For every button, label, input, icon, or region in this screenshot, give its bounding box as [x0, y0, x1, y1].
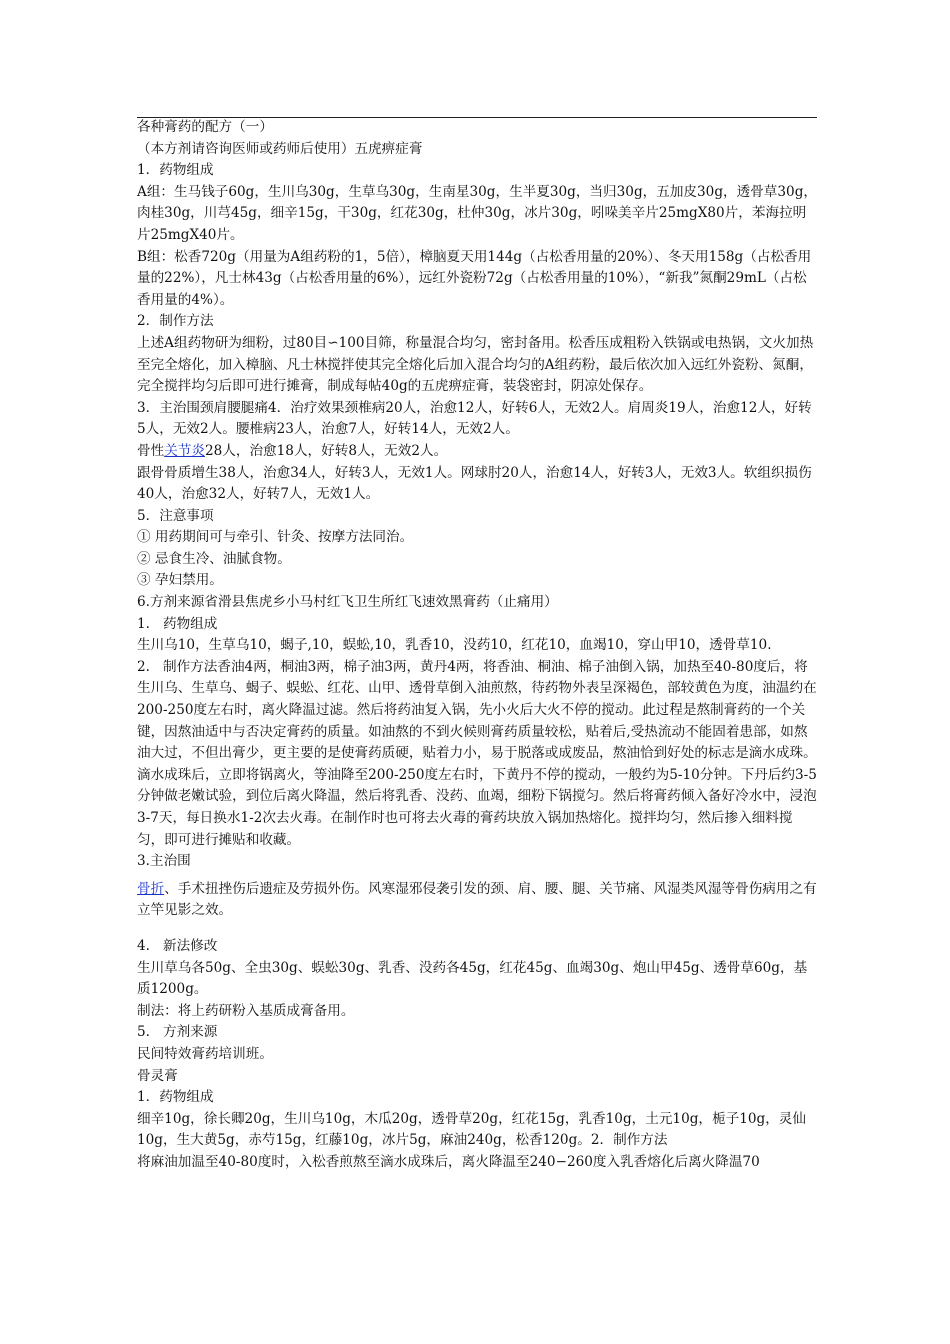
- section-heading: 2．制作方法: [137, 313, 214, 330]
- section-heading: 3.主治围: [137, 853, 191, 870]
- arthritis-link[interactable]: 关节炎: [164, 442, 205, 459]
- method-paragraph: 上述A组药物研为细粉，过80目∽100目筛，称量混合均匀，密封备用。松香压成粗粉入铁锅或电热锅，文火加热至完全熔化，加入樟脑、凡士林搅拌使其完全熔化后加入混合均匀的A组药粉，最后依次加入远红外瓷粉、氮酮，完全搅拌均匀后即可进行摊膏，制成每帖40g的五虎痹症膏，装袋密封，阴凉处保存。: [137, 334, 814, 395]
- numbered-heading: 4. 新法修改: [137, 937, 218, 954]
- fracture-paragraph: 骨折、手术扭挫伤后遗症及劳损外伤。风寒湿邪侵袭引发的颈、肩、腰、腿、关节痛、风湿类风湿等骨伤病用之有立竿见影之效。: [137, 880, 817, 919]
- source-line: 民间特效膏药培训班。: [137, 1045, 273, 1062]
- recipe-title: 骨灵膏: [137, 1067, 178, 1084]
- section-heading: 1．药物组成: [137, 1089, 214, 1106]
- document-body: [137, 117, 817, 1174]
- section-heading: 5．注意事项: [137, 507, 214, 524]
- group-a-paragraph: A组：生马钱子60g，生川乌30g，生草乌30g，生南星30g，生半夏30g，当归30g，五加皮30g，透骨草30g，肉桂30g，川芎45g，细辛15g，干30g，红花30g，杜仲30g，冰片30g，吲哚美辛片25mgX80片，苯海拉明片25mgX40片。: [137, 183, 817, 243]
- note-item: ② 忌食生冷、油腻食物。: [137, 550, 291, 567]
- ingredients-paragraph: 生川草乌各50g、全虫30g、蜈蚣30g、乳香、没药各45g，红花45g、血竭30g、炮山甲45g、透骨草60g，基质1200g。: [137, 959, 808, 998]
- ingredients-paragraph: 生川乌10，生草乌10，蝎子,10，蜈蚣,10，乳香10，没药10，红花10，血竭10，穿山甲10，透骨草10.: [137, 637, 772, 654]
- indications-paragraph: 3．主治围颈肩腰腿痛4．治疗效果颈椎病20人，治愈12人，好转6人，无效2人。肩周炎19人，治愈12人，好转5人，无效2人。腰椎病23人，治愈7人，好转14人，无效2人。: [137, 399, 812, 438]
- method-paragraph: 2. 制作方法香油4两，桐油3两，棉子油3两，黄丹4两，将香油、桐油、棉子油倒入锅，加热至40-80度后，将生川乌、生草乌、蝎子、蜈蚣、红花、山甲、透骨草倒入油煎熬，待药物外表呈深褐色，部较黄色为度，油温约在200-250度左右时，离火降温过滤。然后将药油复入锅，先小火后大火不停的搅动。此过程是熬制膏药的一个关键，因熬油适中与否决定膏药的质量。如油熬的不到火候则膏药质量较松，贴着后,受热流动不能固着患部，如熬油大过，不但出膏少，更主要的是使膏药质硬，贴着力小，易于脱落或成废品，熬油恰到好处的标志是滴水成珠。滴水成珠后，立即将锅离火，等油降至200-250度左右时，下黄丹不停的搅动，一般约为5-10分钟。下丹后约3-5分钟做老嫩试验，到位后离火降温，然后将乳香、没药、血竭，细粉下锅搅匀。然后将膏药倾入备好冷水中，浸泡3-7天，每日换水1-2次去火毒。在制作时也可将去火毒的膏药块放入锅加热熔化。搅拌均匀，然后掺入细料搅匀，即可进行摊贴和收藏。: [137, 658, 817, 848]
- section-heading: 6.方剂来源省滑县焦虎乡小马村红飞卫生所红飞速效黑膏药（止痛用）: [137, 594, 558, 611]
- numbered-heading: 5. 方剂来源: [137, 1024, 218, 1041]
- spacer: [137, 922, 817, 936]
- method-paragraph: 将麻油加温至40-80度时，入松香煎熬至滴水成珠后，离火降温至240−260度入乳香熔化后离火降温70: [137, 1153, 760, 1170]
- group-b-paragraph: B组：松香720g（用量为A组药粉的1，5倍），樟脑夏天用144g（占松香用量的20%）、冬天用158g（占松香用量的22%），凡士林43g（占松香用量的6%），远红外瓷粉72g（占松香用量的10%），“新我”氮酮29mL（占松香用量的4%）。: [137, 248, 812, 308]
- osteoarthritis-line: 骨性关节炎28人，治愈18人，好转8人，无效2人。: [137, 442, 448, 459]
- note-item: ③ 孕妇禁用。: [137, 572, 223, 589]
- recipe-subtitle: （本方剂请咨询医师或药师后使用）五虎痹症膏: [137, 140, 423, 157]
- method-line: 制法：将上药研粉入基质成膏备用。: [137, 1002, 355, 1019]
- fracture-link[interactable]: 骨折: [137, 880, 165, 897]
- section-heading: 1．药物组成: [137, 162, 214, 179]
- ingredients-paragraph: 细辛10g，徐长卿20g，生川乌10g，木瓜20g，透骨草20g，红花15g，乳香10g，土元10g，栀子10g，灵仙10g，生大黄5g，赤芍15g，红藤10g，冰片5g，麻油240g，松香120g。2．制作方法: [137, 1110, 806, 1149]
- heel-spur-paragraph: 跟骨骨质增生38人，治愈34人，好转3人，无效1人。网球肘20人，治愈14人，好转3人，无效3人。软组织损伤40人，治愈32人，好转7人，无效1人。: [137, 464, 812, 503]
- document-title: 各种膏药的配方（一）: [137, 119, 273, 135]
- note-item: ① 用药期间可与牵引、针灸、按摩方法同治。: [137, 529, 414, 546]
- numbered-heading: 1. 药物组成: [137, 615, 218, 632]
